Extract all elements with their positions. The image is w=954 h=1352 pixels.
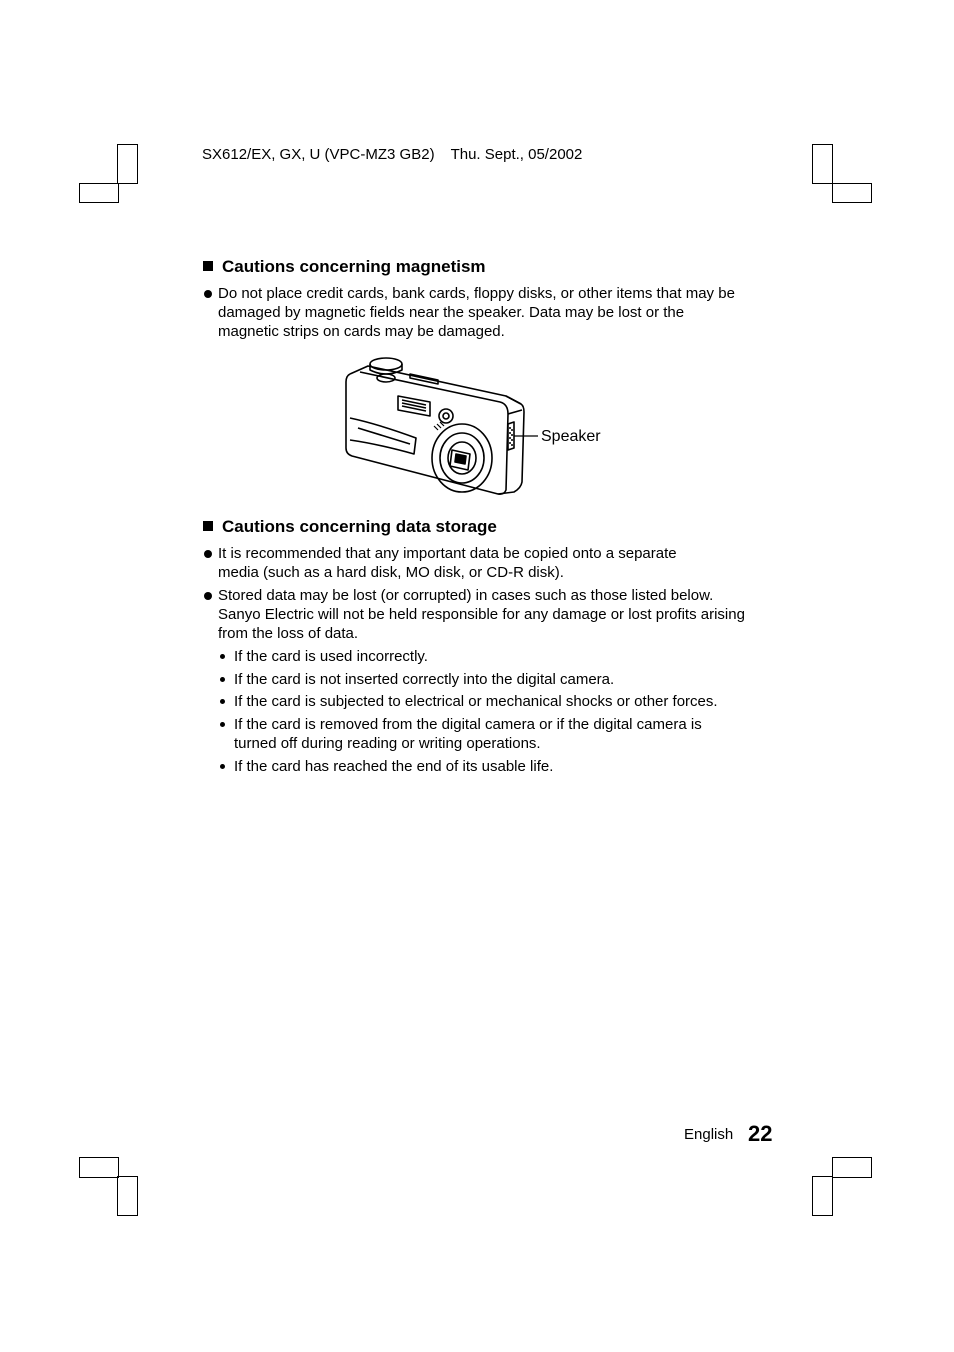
magnetism-bullet [218, 284, 748, 341]
sub-bullet-text: If the card is used incorrectly. [234, 648, 428, 665]
storage-bullet-2 [218, 586, 748, 643]
small-dot-icon [220, 654, 225, 659]
sub-bullet-text: If the card has reached the end of its usable life. [234, 758, 554, 775]
square-bullet-icon [203, 261, 213, 271]
magnetism-heading-text: Cautions concerning magnetism [222, 257, 486, 276]
sub-bullet-2 [234, 670, 754, 689]
storage-bullet-text: It is recommended that any important data be copied onto a separate media (such as a hard disk, MO disk, or CD-R disk). [218, 545, 677, 581]
camera-illustration [338, 352, 538, 502]
storage-bullet-text: Stored data may be lost (or corrupted) in cases such as those listed below. Sanyo Electric will not be held responsible for any damage or lost profits arising from the loss of data. [218, 587, 745, 642]
sub-bullet-text: If the card is removed from the digital camera or if the digital camera is turned off during reading or writing operations. [234, 716, 702, 752]
bullet-dot-icon [204, 550, 212, 558]
storage-heading [203, 517, 497, 537]
model-code: SX612/EX, GX, U (VPC-MZ3 GB2) [202, 146, 435, 163]
small-dot-icon [220, 699, 225, 704]
sub-bullet-5 [234, 757, 754, 776]
small-dot-icon [220, 722, 225, 727]
page-number: 22 [748, 1121, 773, 1146]
crop-mark-bottom-right-h [832, 1157, 872, 1178]
bullet-dot-icon [204, 592, 212, 600]
sub-bullet-text: If the card is subjected to electrical or mechanical shocks or other forces. [234, 693, 718, 710]
square-bullet-icon [203, 521, 213, 531]
storage-heading-text: Cautions concerning data storage [222, 517, 497, 536]
crop-mark-top-right-v [812, 144, 833, 184]
crop-mark-top-left-h [79, 183, 119, 203]
crop-mark-bottom-right-v [812, 1176, 833, 1216]
speaker-label: Speaker [541, 428, 601, 445]
magnetism-bullet-text: Do not place credit cards, bank cards, floppy disks, or other items that may be damaged by magnetic fields near the speaker. Data may be lost or the magnetic strips on cards may be damaged. [218, 285, 735, 340]
print-date: Thu. Sept., 05/2002 [450, 146, 583, 163]
crop-mark-top-right-h [832, 183, 872, 203]
sub-bullet-4 [234, 715, 734, 753]
crop-mark-bottom-left-v [117, 1176, 138, 1216]
crop-mark-bottom-left-h [79, 1157, 119, 1178]
bullet-dot-icon [204, 290, 212, 298]
camera-icon [338, 352, 538, 502]
crop-mark-top-left-v [117, 144, 138, 184]
storage-bullet-1 [218, 544, 718, 582]
document-header [202, 146, 582, 163]
sub-bullet-1 [234, 647, 754, 666]
small-dot-icon [220, 677, 225, 682]
sub-bullet-3 [234, 692, 754, 711]
sub-bullet-text: If the card is not inserted correctly into the digital camera. [234, 671, 615, 688]
small-dot-icon [220, 764, 225, 769]
magnetism-heading [203, 257, 486, 277]
footer-language: English [684, 1126, 734, 1143]
